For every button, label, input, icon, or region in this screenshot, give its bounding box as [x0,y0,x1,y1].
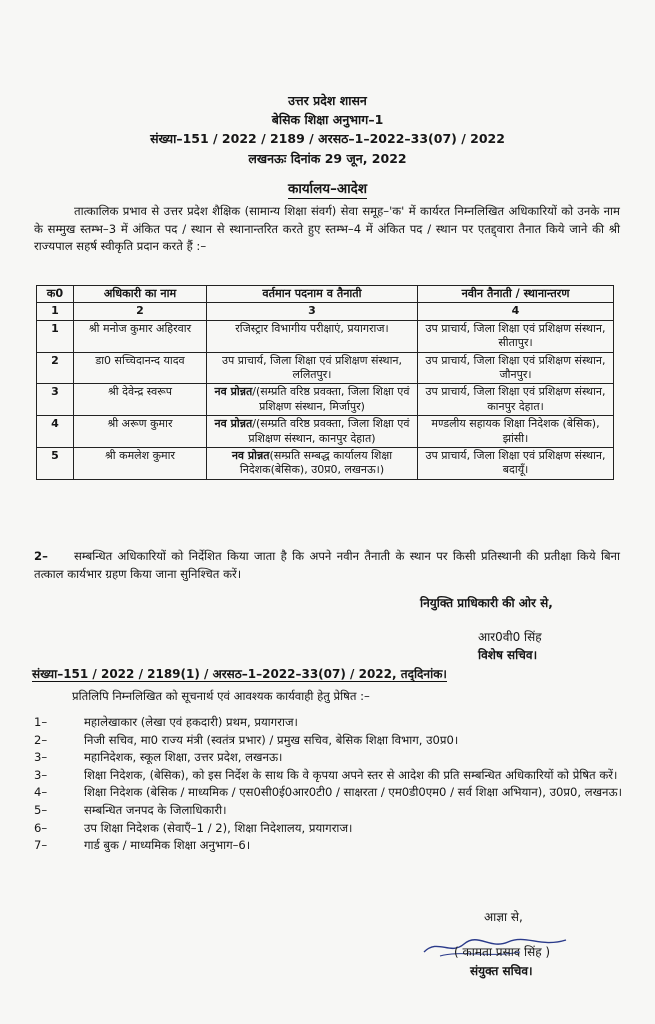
list-item-number: 7– [34,838,48,853]
promotion-label: नव प्रोन्नत [214,417,253,431]
list-item-text: शिक्षा निदेशक (बेसिक / माध्यमिक / एस0सी0ई0आर0टी0 / साक्षरता / एम0डी0एम0 / सर्व शिक्षा अभियान), उ0प्र0, लखनऊ। [84,785,622,800]
list-item-number: 3– [34,750,48,765]
current-post-cell [207,352,418,384]
authority-line: नियुक्ति प्राधिकारी की ओर से, [420,596,553,610]
list-item [34,714,624,732]
current-post-text: (सम्प्रति सम्बद्ध कार्यालय शिक्षा निदेशक(बेसिक), उ0प्र0, लखनऊ।) [239,449,393,477]
current-post-cell [207,384,418,416]
reference-number: संख्या–151 / 2022 / 2189 / अरसठ–1–2022–33(07) / 2022 [150,131,505,146]
column-number: 2 [74,303,207,320]
list-item-number: 3– [34,767,48,782]
list-item-text: महानिदेशक, स्कूल शिक्षा, उत्तर प्रदेश, लखनऊ। [84,750,283,765]
list-item [34,767,624,785]
current-post-cell [207,416,418,448]
serial-cell: 4 [37,416,74,448]
new-posting-cell: उप प्राचार्य, जिला शिक्षा एवं प्रशिक्षण संस्थान, सीतापुर। [418,320,614,352]
column-header-serial: क0 [37,286,74,303]
current-post-text: रजिस्ट्रार विभागीय परीक्षाएं, प्रयागराज। [235,321,389,335]
intro-paragraph: तात्कालिक प्रभाव से उत्तर प्रदेश शैक्षिक (सामान्य शिक्षा संवर्ग) सेवा समूह–'क' में कार्यरत निम्नलिखित अधिकारियों को उनके नाम के सम्मुख स्तम्भ–3 में अंकित पद / स्थान से स्थानान्तरित करते हुए स्तम्भ–4 में अंकित पद / स्थान पर एतद्द्वारा तैनात किये जाने की श्री राज्यपाल सहर्ष स्वीकृति प्रदान करते हैं :– [34,204,620,253]
transfer-table [36,285,614,480]
government-name: उत्तर प्रदेश शासन [288,93,367,108]
officer-name-cell: श्री देवेन्द्र स्वरूप [74,384,207,416]
closing-line: आज्ञा से, [484,910,523,924]
current-post-cell [207,448,418,480]
current-post-text: /(सम्प्रति वरिष्ठ प्रवक्ता, जिला शिक्षा एवं प्रशिक्षण संस्थान, कानपुर देहात) [248,417,410,445]
column-number-row [37,303,614,320]
serial-cell: 1 [37,320,74,352]
copy-intro: प्रतिलिपि निम्नलिखित को सूचनार्थ एवं आवश्यक कार्यवाही हेतु प्रेषित :– [72,689,370,703]
copy-reference-text: संख्या–151 / 2022 / 2189(1) / अरसठ–1–2022–33(07) / 2022, तद्‌दिनांक। [32,667,447,681]
list-item-number: 6– [34,820,48,835]
order-title-text: कार्यालय–आदेश [287,181,368,197]
column-number: 4 [418,303,614,320]
list-item-text: गार्ड बुक / माध्यमिक शिक्षा अनुभाग–6। [84,838,251,853]
column-header-officer-name: अधिकारी का नाम [74,286,207,303]
officer-name-cell: श्री कमलेश कुमार [74,448,207,480]
serial-cell: 2 [37,352,74,384]
copy-recipient-list [34,714,624,855]
list-item [34,749,624,767]
list-item-text: निजी सचिव, मा0 राज्य मंत्री (स्वतंत्र प्रभार) / प्रमुख सचिव, बेसिक शिक्षा विभाग, उ0प्र0। [84,732,459,747]
officer-name-cell: डा0 सच्चिदानन्द यादव [74,352,207,384]
list-item [34,784,624,802]
issue-date: लखनऊः दिनांक 29 जून, 2022 [248,151,407,166]
list-item [34,802,624,820]
signatory-name: ( कामता प्रसाद सिंह ) [454,945,551,959]
promotion-label: नव प्रोन्नत [214,385,253,399]
current-post-text: /(सम्प्रति वरिष्ठ प्रवक्ता, जिला शिक्षा एवं प्रशिक्षण संस्थान, मिर्जापुर) [252,385,410,413]
promotion-label: नव प्रोन्नत [231,449,270,463]
paragraph-number: 2– [34,549,48,563]
instruction-text: सम्बन्धित अधिकारियों को निर्देशित किया जाता है कि अपने नवीन तैनाती के स्थान पर किसी प्रतिस्थानी की प्रतीक्षा किये बिना तत्काल कार्यभार ग्रहण किया जाना सुनिश्चित करें। [34,549,620,581]
current-post-cell [207,320,418,352]
section-name: बेसिक शिक्षा अनुभाग–1 [271,112,384,127]
column-header-new-posting: नवीन तैनाती / स्थानान्तरण [418,286,614,303]
list-item [34,732,624,750]
current-post-text: उप प्राचार्य, जिला शिक्षा एवं प्रशिक्षण संस्थान, ललितपुर। [221,353,403,382]
new-posting-cell: उप प्राचार्य, जिला शिक्षा एवं प्रशिक्षण संस्थान, कानपुर देहात। [418,384,614,416]
signatory-name: आर0वी0 सिंह [478,630,542,644]
column-number: 3 [207,303,418,320]
new-posting-cell: उप प्राचार्य, जिला शिक्षा एवं प्रशिक्षण संस्थान, बदायूँ। [418,448,614,480]
table-row [37,416,614,448]
table-header-row [37,286,614,303]
new-posting-cell: मण्डलीय सहायक शिक्षा निदेशक (बेसिक), झांसी। [418,416,614,448]
list-item-number: 2– [34,732,48,747]
order-title [0,179,655,197]
serial-cell: 3 [37,384,74,416]
table-row [37,352,614,384]
signatory-designation: संयुक्त सचिव। [470,964,533,978]
list-item-text: महालेखाकार (लेखा एवं हकदारी) प्रथम, प्रयागराज। [84,715,298,729]
signatory-designation: विशेष सचिव। [478,648,538,662]
list-item-number: 5– [34,802,48,817]
column-header-current-post: वर्तमान पदनाम व तैनाती [207,286,418,303]
list-item-text: सम्बन्धित जनपद के जिलाधिकारी। [84,802,227,817]
officer-name-cell: श्री मनोज कुमार अहिरवार [74,320,207,352]
instruction-paragraph [34,548,620,583]
copy-reference-number [32,665,447,682]
list-item-number: 1– [34,715,48,729]
table-row [37,320,614,352]
list-item-text: उप शिक्षा निदेशक (सेवाएँ–1 / 2), शिक्षा निदेशालय, प्रयागराज। [84,820,353,835]
table-row [37,448,614,480]
new-posting-cell: उप प्राचार्य, जिला शिक्षा एवं प्रशिक्षण संस्थान, जौनपुर। [418,352,614,384]
column-number: 1 [37,303,74,320]
serial-cell: 5 [37,448,74,480]
list-item [34,820,624,838]
officer-name-cell: श्री अरूण कुमार [74,416,207,448]
list-item-text: शिक्षा निदेशक, (बेसिक), को इस निर्देश के साथ कि वे कृपया अपने स्तर से आदेश की प्रति सम्बन्धित अधिकारियों को प्रेषित करें। [84,767,618,782]
list-item [34,837,624,855]
list-item-number: 4– [34,785,48,800]
table-row [37,384,614,416]
